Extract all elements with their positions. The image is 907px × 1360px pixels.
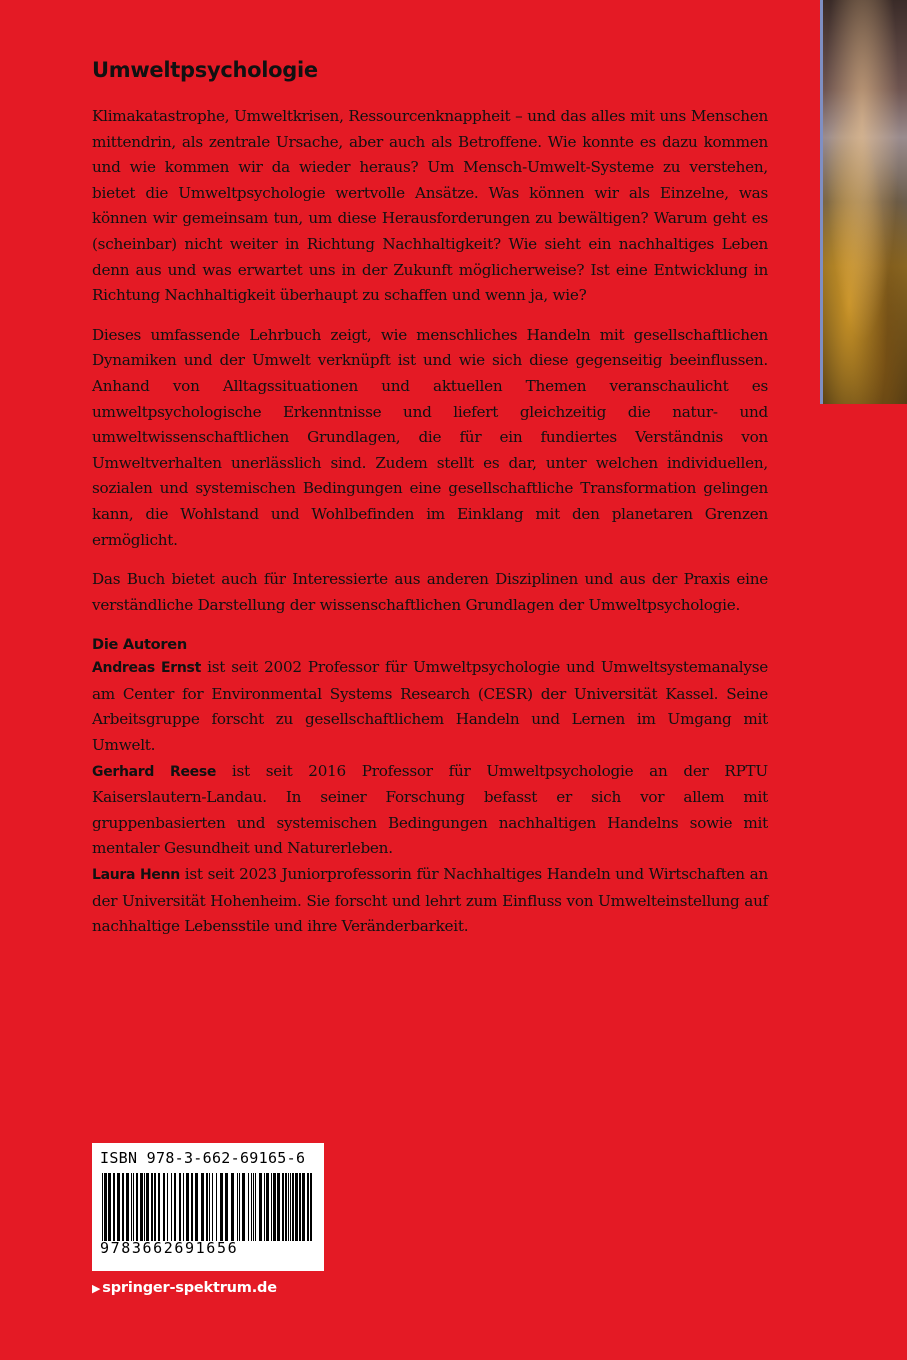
- author-bio-text: ist seit 2023 Juniorprofessorin für Nachhaltiges Handeln und Wirtschaften an der Universität Hohenheim. Sie forscht und lehrt zum Einfluss von Umwelteinstellung auf nachhaltige Lebensstile und ihre Veränderbarkeit.: [92, 865, 768, 936]
- barcode-bar: [239, 1173, 240, 1241]
- barcode-bar: [131, 1173, 132, 1241]
- author-bio-text: ist seit 2016 Professor für Umweltpsychologie an der RPTU Kaiserslautern-Landau. In seiner Forschung befasst er sich vor allem mit gruppenbasierten und systemischen Bedingungen nachhaltigen Handelns sowie mit mentaler Gesundheit und Naturerleben.: [92, 761, 768, 858]
- barcode-bar: [259, 1173, 262, 1241]
- barcode-bar: [209, 1173, 210, 1241]
- author-name: Laura Henn: [92, 867, 180, 884]
- barcode-bar: [158, 1173, 160, 1241]
- barcode-bar: [146, 1173, 149, 1241]
- description-paragraph-1: Klimakatastrophe, Umweltkrisen, Ressourcenknappheit – und das alles mit uns Menschen mittendrin, als zentrale Ursache, aber auch als Betroffene. Wie konnte es dazu kommen und wie kommen wir da wieder heraus? Um Mensch-Umwelt-Systeme zu verstehen, bietet die Umweltpsychologie wertvolle Ansätze. Was können wir als Einzelne, was können wir gemeinsam tun, um diese Herausforderungen zu bewältigen? Warum geht es (scheinbar) nicht weiter in Richtung Nachhaltigkeit? Wie sieht ein nachhaltiges Leben denn aus und was erwartet uns in der Zukunft möglicherweise? Ist eine Entwicklung in Richtung Nachhaltigkeit überhaupt zu schaffen und wenn ja, wie?: [92, 107, 768, 305]
- description-paragraph-3: Das Buch bietet auch für Interessierte aus anderen Disziplinen und aus der Praxis eine verständliche Darstellung der wissenschaftlichen Grundlagen der Umweltpsychologie.: [92, 570, 768, 614]
- barcode-bar: [271, 1173, 272, 1241]
- barcode-bar: [108, 1173, 111, 1241]
- barcode-bar: [195, 1173, 198, 1241]
- ean-digits: 9783662691656: [100, 1239, 239, 1257]
- author-bio-henn: [92, 862, 768, 940]
- barcode-bar: [144, 1173, 145, 1241]
- barcode-bar: [231, 1173, 234, 1241]
- barcode-bar: [264, 1173, 265, 1241]
- barcode-bar: [251, 1173, 252, 1241]
- barcode-bar: [295, 1173, 298, 1241]
- barcode-bar: [117, 1173, 120, 1241]
- barcode-bar: [292, 1173, 294, 1241]
- author-bio-ernst: [92, 655, 768, 758]
- barcode-bar: [179, 1173, 181, 1241]
- book-title: Umweltpsychologie: [92, 58, 318, 82]
- barcode-bar: [285, 1173, 287, 1241]
- barcode-bar: [277, 1173, 280, 1241]
- barcode-bar: [154, 1173, 156, 1241]
- isbn-label: ISBN 978-3-662-69165-6: [100, 1149, 306, 1167]
- barcode-bar: [302, 1173, 305, 1241]
- barcode-bar: [273, 1173, 276, 1241]
- barcode-bar: [183, 1173, 184, 1241]
- barcode-bar: [163, 1173, 165, 1241]
- barcode-bar: [299, 1173, 301, 1241]
- barcode-bar: [133, 1173, 134, 1241]
- publisher-website[interactable]: [92, 1280, 277, 1296]
- author-name: Andreas Ernst: [92, 660, 201, 677]
- barcode-bar: [282, 1173, 284, 1241]
- barcode-bar: [248, 1173, 249, 1241]
- barcode-bar: [201, 1173, 204, 1241]
- author-bio-reese: [92, 759, 768, 862]
- barcode-bar: [186, 1173, 189, 1241]
- barcode-bar: [102, 1173, 103, 1241]
- barcode-bar: [310, 1173, 312, 1241]
- barcode-bar: [191, 1173, 193, 1241]
- barcode-bar: [216, 1173, 217, 1241]
- isbn-barcode: [92, 1143, 324, 1271]
- author-name: Gerhard Reese: [92, 763, 217, 780]
- barcode-bar: [104, 1173, 107, 1241]
- barcode-bar: [171, 1173, 172, 1241]
- barcode-bars: [100, 1173, 316, 1241]
- website-url: springer-spektrum.de: [102, 1280, 277, 1296]
- barcode-bar: [266, 1173, 269, 1241]
- authors-heading: Die Autoren: [92, 636, 187, 654]
- arrow-right-icon: ▶: [92, 1282, 101, 1295]
- barcode-bar: [288, 1173, 289, 1241]
- barcode-bar: [220, 1173, 223, 1241]
- barcode-bar: [151, 1173, 153, 1241]
- barcode-bar: [206, 1173, 208, 1241]
- barcode-bar: [167, 1173, 168, 1241]
- barcode-bar: [307, 1173, 309, 1241]
- barcode-bar: [126, 1173, 129, 1241]
- barcode-bar: [255, 1173, 256, 1241]
- barcode-bar: [113, 1173, 115, 1241]
- barcode-bar: [122, 1173, 124, 1241]
- barcode-bar: [225, 1173, 228, 1241]
- barcode-bar: [212, 1173, 213, 1241]
- cover-photo-strip: [820, 0, 907, 404]
- barcode-bar: [253, 1173, 254, 1241]
- barcode-bar: [242, 1173, 245, 1241]
- barcode-bar: [140, 1173, 143, 1241]
- barcode-bar: [290, 1173, 291, 1241]
- back-cover-text: [92, 58, 768, 940]
- barcode-bar: [174, 1173, 176, 1241]
- barcode-bar: [237, 1173, 238, 1241]
- author-bio-text: ist seit 2002 Professor für Umweltpsychologie und Umweltsystemanalyse am Center for Environmental Systems Research (CESR) der Universität Kassel. Seine Arbeitsgruppe forscht zu gesellschaftlichem Handeln und Lernen im Umgang mit Umwelt.: [92, 658, 769, 755]
- barcode-bar: [136, 1173, 138, 1241]
- description-paragraph-2: Dieses umfassende Lehrbuch zeigt, wie menschliches Handeln mit gesellschaftlichen Dynamiken und der Umwelt verknüpft ist und wie sich diese gegenseitig beeinflussen. Anhand von Alltagssituationen und aktuellen Themen veranschaulicht es umweltpsychologische Erkenntnisse und liefert gleichzeitig die natur- und umweltwissenschaftlichen Grundlagen, die für ein fundiertes Verständnis von Umweltverhalten unerlässlich sind. Zudem stellt es dar, unter welchen individuellen, sozialen und systemischen Bedingungen eine gesellschaftliche Transformation gelingen kann, die Wohlstand und Wohlbefinden im Einklang mit den planetaren Grenzen ermöglicht.: [92, 325, 768, 549]
